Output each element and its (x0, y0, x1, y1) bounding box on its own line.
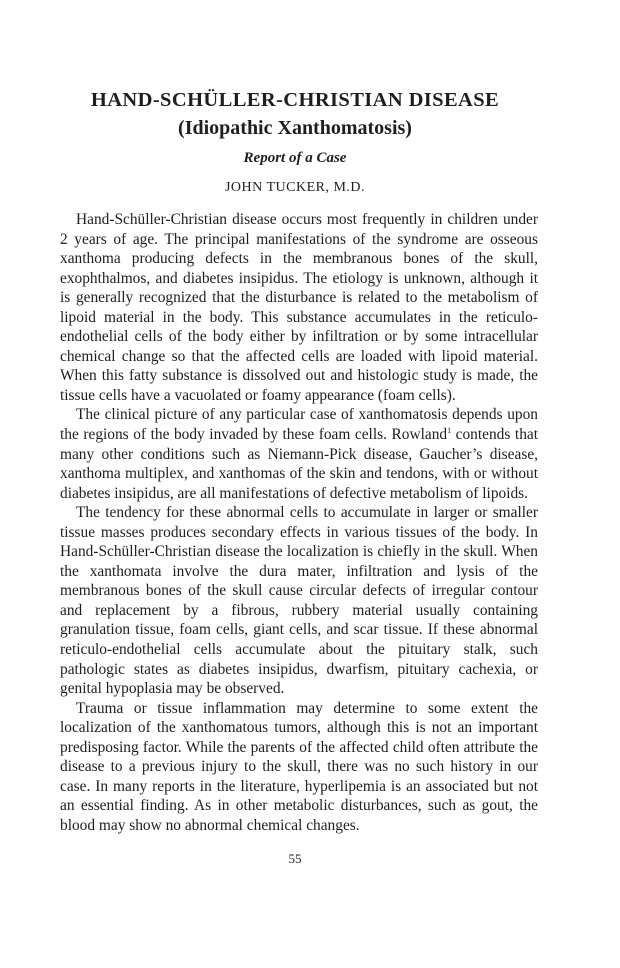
paragraph-2-text-after: contends that many other conditions such as Niemann-Pick disease, Gaucher’s disease, xanthoma multiplex, and xanthomas of the skin and tendons, with or without diabetes insipidus, are all manifestations of defective metabolism of lipoids. (60, 426, 538, 502)
article-subtitle: (Idiopathic Xanthomatosis) (178, 117, 412, 139)
paragraph-2-text-before: The clinical picture of any particular case of xanthomatosis depends upon the regions of the body invaded by these foam cells. Rowland (60, 406, 538, 444)
reference-marker: 1 (447, 426, 452, 436)
paragraph-2 (60, 405, 538, 503)
article-title: HAND-SCHÜLLER-CHRISTIAN DISEASE (90, 89, 500, 111)
paragraph-1: Hand-Schüller-Christian disease occurs most frequently in children under 2 years of age. The principal manifestations of the syndrome are osseous xanthoma producing defects in the membranous bones of the skull, exophthalmos, and diabetes insipidus. The etiology is unknown, although it is generally recognized that the disturbance is related to the metabolism of lipoid material in the body. This substance accumulates in the reticulo-endothelial cells of the body either by infiltration or by some intracellular chemical change so that the affected cells are loaded with lipoid material. When this fatty substance is dissolved out and histologic study is made, the tissue cells have a vacuolated or foamy appearance (foam cells). (60, 211, 538, 404)
report-label: Report of a Case (243, 150, 347, 166)
paragraph-3: The tendency for these abnormal cells to accumulate in larger or smaller tissue masses produces secondary effects in various tissues of the body. In Hand-Schüller-Christian disease the localization is chiefly in the skull. When the xanthomata involve the dura mater, infiltration and lysis of the membranous bones of the skull cause circular defects of irregular contour and replacement by a fibrous, rubbery material usually containing granulation tissue, foam cells, giant cells, and scar tissue. If these abnormal reticulo-endothelial cells accumulate about the pituitary stalk, such pathologic states as diabetes insipidus, dwarfism, pituitary cachexia, or genital hypoplasia may be observed. (60, 504, 538, 698)
paragraph-4: Trauma or tissue inflammation may determine to some extent the localization of the xanthomatous tumors, although this is not an important predisposing factor. While the parents of the affected child often attribute the disease to a previous injury to the skull, there was no such history in our case. In many reports in the literature, hyperlipemia is an associated but not an essential finding. As in other metabolic disturbances, such as gout, the blood may show no abnormal chemical changes. (60, 699, 538, 834)
article-body (60, 210, 538, 836)
author-byline: JOHN TUCKER, M.D. (224, 180, 366, 195)
page-number: 55 (288, 851, 302, 866)
